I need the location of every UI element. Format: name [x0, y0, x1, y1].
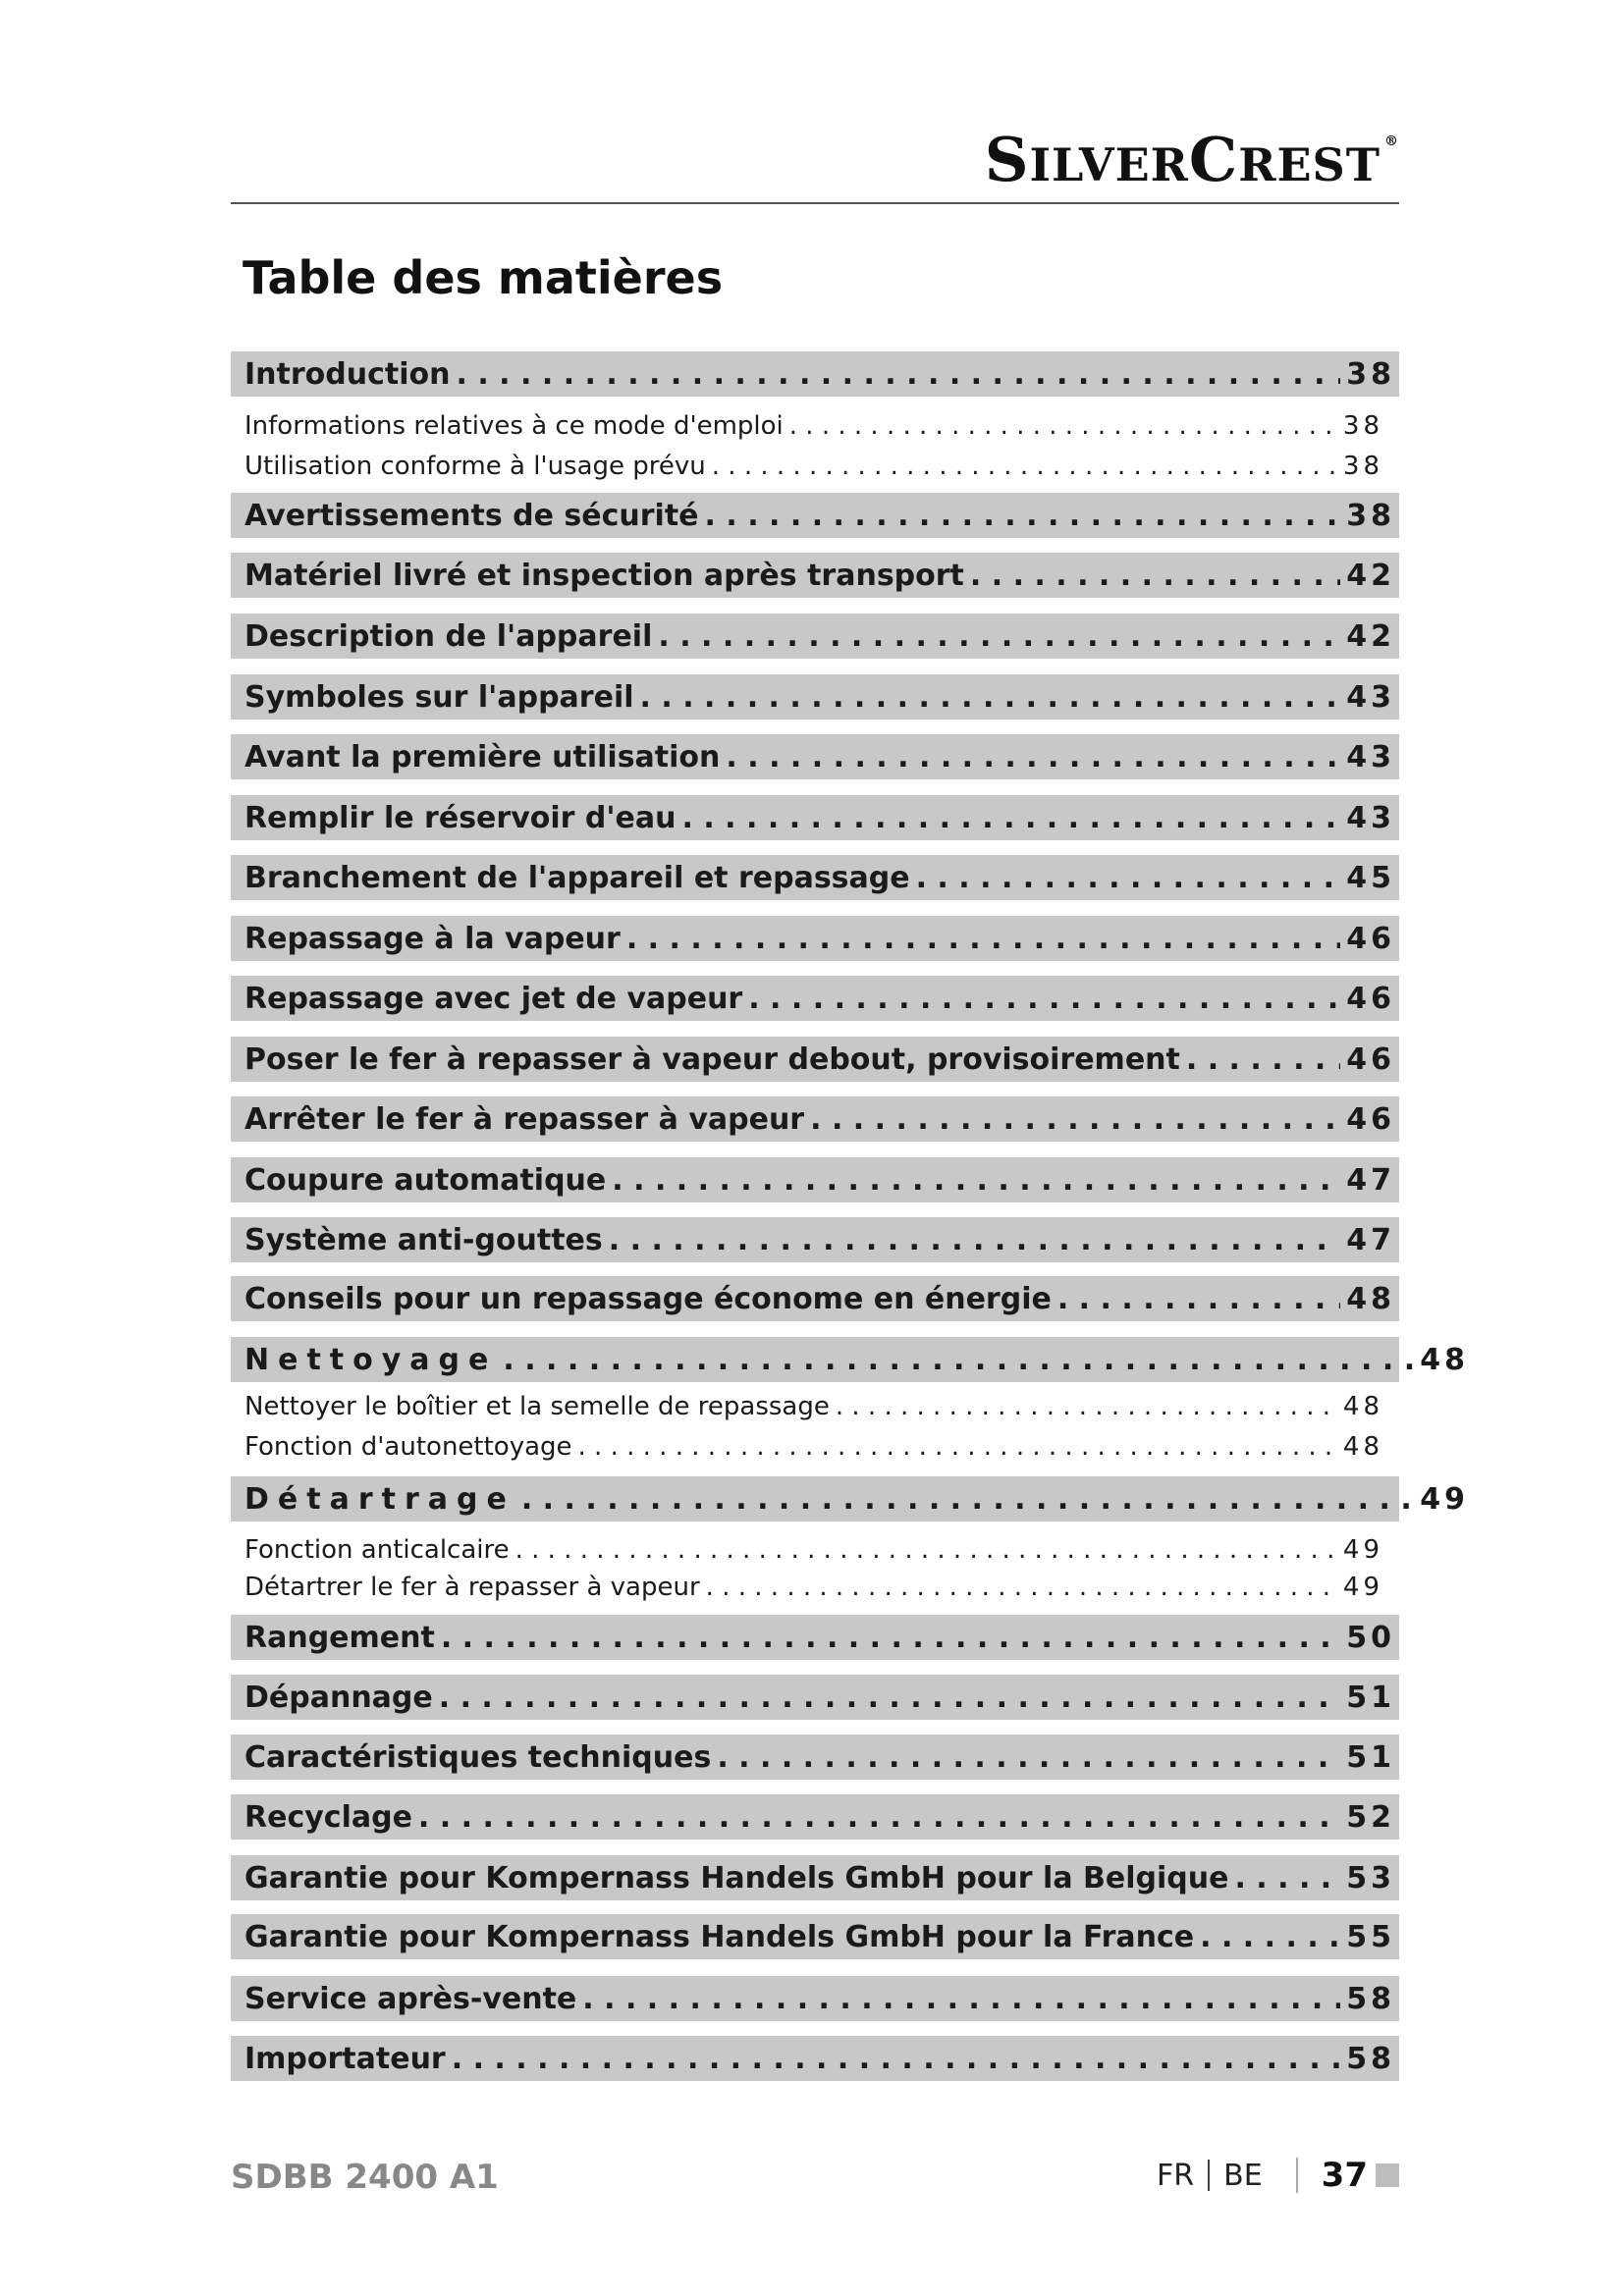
toc-leader-dots — [609, 1223, 1340, 1257]
toc-entry-title: Poser le fer à repasser à vapeur debout, provisoirement — [244, 1041, 1180, 1077]
toc-subentry-title: Détartrer le fer à repasser à vapeur — [244, 1573, 700, 1602]
logo-letter-c: C — [1188, 124, 1239, 195]
toc-page-number: 58 — [1346, 2041, 1395, 2076]
toc-leader-dots — [439, 1681, 1341, 1715]
toc-entry[interactable] — [231, 1337, 1473, 1382]
toc-subentry-title: Fonction d'autonettoyage — [244, 1432, 572, 1462]
language-divider — [1208, 2160, 1210, 2191]
footer-page-number: 37 — [1321, 2156, 1368, 2195]
toc-entry-title: Avant la première utilisation — [244, 739, 721, 774]
toc-page-number: 50 — [1346, 1620, 1395, 1655]
toc-entry[interactable] — [231, 734, 1399, 779]
toc-leader-dots — [1186, 1042, 1340, 1077]
toc-leader-dots — [836, 1392, 1337, 1421]
toc-entry-title: Remplir le réservoir d'eau — [244, 800, 677, 835]
toc-entry-title: Service après-vente — [244, 1981, 577, 2016]
toc-leader-dots — [682, 801, 1341, 835]
toc-page-number: 48 — [1342, 1392, 1383, 1421]
toc-entry[interactable] — [231, 795, 1399, 840]
toc-entry[interactable] — [231, 1855, 1399, 1900]
toc-subentry[interactable] — [244, 407, 1383, 445]
toc-entry[interactable] — [231, 2036, 1399, 2081]
toc-leader-dots — [452, 2042, 1341, 2076]
toc-page-number: 46 — [1346, 1041, 1395, 1077]
toc-leader-dots — [810, 1102, 1340, 1137]
page-header — [231, 116, 1399, 204]
toc-entry-title: Branchement de l'appareil et repassage — [244, 860, 910, 895]
toc-entry[interactable] — [231, 674, 1399, 720]
toc-subentry[interactable] — [244, 1428, 1383, 1466]
toc-leader-dots — [717, 1740, 1340, 1775]
toc-entry-title: Avertissements de sécurité — [244, 498, 699, 533]
toc-leader-dots — [712, 452, 1337, 481]
toc-leader-dots — [726, 740, 1340, 774]
toc-entry-title: Description de l'appareil — [244, 618, 653, 654]
toc-leader-dots — [705, 499, 1341, 533]
toc-entry-title: Conseils pour un repassage économe en énergie — [244, 1281, 1052, 1316]
toc-leader-dots — [418, 1800, 1340, 1835]
toc-page-number: 51 — [1346, 1680, 1395, 1715]
toc-entry-title: Système anti-gouttes — [244, 1222, 603, 1257]
toc-leader-dots — [1057, 1282, 1340, 1316]
toc-entry[interactable] — [231, 976, 1399, 1021]
toc-leader-dots — [441, 1621, 1340, 1655]
page-divider — [1296, 2158, 1298, 2193]
toc-entry-title: Recyclage — [244, 1799, 412, 1835]
logo-text-rest: REST — [1238, 138, 1380, 191]
toc-entry[interactable] — [231, 1735, 1399, 1780]
toc-leader-dots — [748, 982, 1340, 1016]
toc-page-number: 46 — [1346, 921, 1395, 956]
toc-page-number: 47 — [1346, 1162, 1395, 1198]
toc-page-number: 52 — [1346, 1799, 1395, 1835]
toc-entry[interactable] — [231, 1794, 1399, 1840]
toc-leader-dots — [1234, 1861, 1340, 1896]
toc-leader-dots — [916, 861, 1341, 895]
toc-entry-title: Rangement — [244, 1620, 435, 1655]
toc-entry[interactable] — [231, 1615, 1399, 1660]
toc-subentry-title: Informations relatives à ce mode d'emploi — [244, 411, 784, 441]
toc-entry-title: Matériel livré et inspection après transport — [244, 558, 964, 593]
toc-entry-title: Coupure automatique — [244, 1162, 607, 1198]
toc-page-number: 43 — [1346, 800, 1395, 835]
toc-page-number: 49 — [1342, 1573, 1383, 1602]
toc-page-number: 45 — [1346, 860, 1395, 895]
toc-leader-dots — [578, 1432, 1337, 1462]
toc-page-number: 49 — [1342, 1535, 1383, 1565]
toc-page-number: 38 — [1346, 498, 1395, 533]
toc-page-number: 51 — [1346, 1739, 1395, 1775]
toc-entry[interactable] — [231, 553, 1399, 598]
toc-entry-title: Garantie pour Kompernass Handels GmbH pour la Belgique — [244, 1860, 1229, 1896]
toc-page-number: 48 — [1420, 1342, 1469, 1377]
toc-leader-dots — [1200, 1920, 1340, 1954]
toc-leader-dots — [582, 1982, 1340, 2016]
toc-subentry[interactable] — [244, 448, 1383, 485]
toc-page-number: 48 — [1342, 1432, 1383, 1462]
toc-leader-dots — [658, 619, 1340, 654]
toc-entry[interactable] — [231, 1037, 1399, 1082]
toc-page-number: 47 — [1346, 1222, 1395, 1257]
toc-entry[interactable] — [231, 1976, 1399, 2021]
toc-entry[interactable] — [231, 493, 1399, 538]
toc-entry[interactable] — [231, 855, 1399, 900]
page-title: Table des matières — [243, 251, 724, 304]
toc-entry-title: Repassage avec jet de vapeur — [244, 981, 743, 1016]
toc-entry-title: Détartrage — [244, 1481, 515, 1517]
toc-entry-title: Garantie pour Kompernass Handels GmbH pour la France — [244, 1919, 1195, 1954]
toc-page-number: 38 — [1342, 452, 1383, 481]
toc-entry[interactable] — [231, 916, 1399, 961]
toc-subentry-title: Utilisation conforme à l'usage prévu — [244, 452, 706, 481]
toc-entry-title: Caractéristiques techniques — [244, 1739, 712, 1775]
logo-text-ilver: ILVER — [1029, 138, 1189, 191]
toc-page-number: 42 — [1346, 558, 1395, 593]
toc-entry[interactable] — [231, 1157, 1399, 1202]
toc-entry[interactable] — [231, 1096, 1399, 1142]
toc-page-number: 55 — [1346, 1919, 1395, 1954]
toc-subentry[interactable] — [244, 1569, 1383, 1606]
toc-entry-title: Introduction — [244, 356, 451, 392]
footer-language-be: BE — [1223, 2158, 1263, 2193]
toc-entry[interactable] — [231, 1476, 1473, 1522]
toc-page-number: 49 — [1420, 1481, 1469, 1517]
footer-language-fr: FR — [1157, 2158, 1195, 2193]
toc-leader-dots — [789, 411, 1337, 441]
toc-subentry[interactable] — [244, 1531, 1383, 1569]
toc-entry[interactable] — [231, 1276, 1399, 1321]
toc-page-number: 53 — [1346, 1860, 1395, 1896]
toc-page-number: 38 — [1346, 356, 1395, 392]
toc-entry[interactable] — [231, 1217, 1399, 1262]
toc-leader-dots — [515, 1535, 1337, 1565]
toc-leader-dots — [626, 922, 1340, 956]
toc-leader-dots — [456, 357, 1340, 392]
silvercrest-logo — [985, 124, 1399, 195]
toc-entry[interactable] — [231, 351, 1399, 397]
toc-entry-title: Repassage à la vapeur — [244, 921, 621, 956]
footer-model-number: SDBB 2400 A1 — [231, 2158, 499, 2197]
toc-leader-dots — [640, 680, 1341, 715]
toc-page-number: 58 — [1346, 1981, 1395, 2016]
toc-entry-title: Importateur — [244, 2041, 446, 2076]
toc-entry[interactable] — [231, 614, 1399, 659]
toc-page-number: 42 — [1346, 618, 1395, 654]
toc-leader-dots — [612, 1163, 1340, 1198]
toc-page-number: 38 — [1342, 411, 1383, 441]
toc-leader-dots — [521, 1482, 1414, 1517]
toc-leader-dots — [503, 1343, 1414, 1377]
logo-letter-s: S — [984, 124, 1030, 195]
toc-entry-title: Nettoyage — [244, 1342, 498, 1377]
toc-page-number: 43 — [1346, 679, 1395, 715]
footer-page-info — [1157, 2156, 1399, 2195]
toc-leader-dots — [970, 559, 1340, 593]
toc-subentry-title: Fonction anticalcaire — [244, 1535, 510, 1565]
toc-leader-dots — [706, 1573, 1337, 1602]
toc-subentry[interactable] — [244, 1388, 1383, 1425]
toc-subentry-title: Nettoyer le boîtier et la semelle de repassage — [244, 1392, 830, 1421]
registered-mark: ® — [1384, 133, 1399, 149]
toc-page-number: 48 — [1346, 1281, 1395, 1316]
toc-page-number: 46 — [1346, 981, 1395, 1016]
toc-entry-title: Symboles sur l'appareil — [244, 679, 634, 715]
toc-entry-title: Arrêter le fer à repasser à vapeur — [244, 1101, 805, 1137]
toc-page-number: 43 — [1346, 739, 1395, 774]
toc-entry-title: Dépannage — [244, 1680, 433, 1715]
grey-square-marker — [1376, 2163, 1399, 2187]
toc-entry[interactable] — [231, 1675, 1399, 1720]
toc-page-number: 46 — [1346, 1101, 1395, 1137]
toc-entry[interactable] — [231, 1914, 1399, 1959]
